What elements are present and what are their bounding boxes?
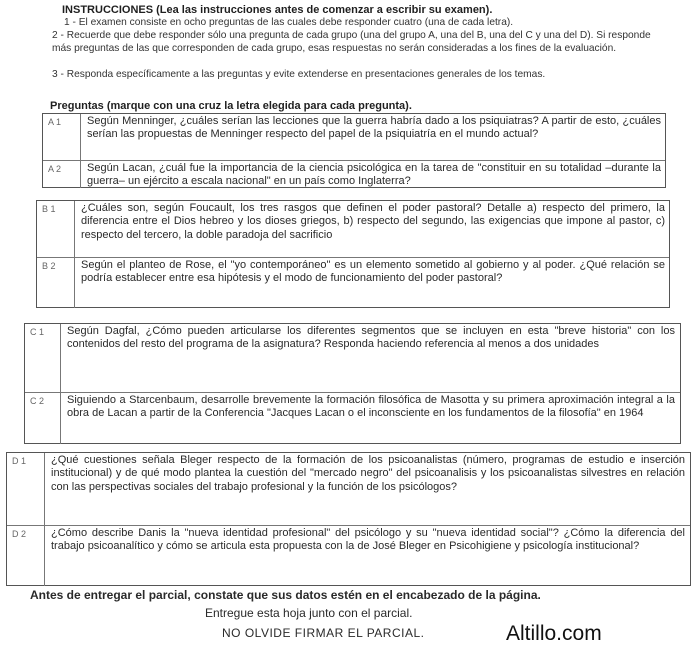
question-text: Según Lacan, ¿cuál fue la importancia de la ciencia psicológica en la tarea de "constituir en su totalidad –durante la guerra– un ejército a escala nacional" en un país como Inglaterra? — [87, 162, 661, 188]
footer-line-3: NO OLVIDE FIRMAR EL PARCIAL. — [222, 626, 425, 640]
instruction-item-1: 1 - El examen consiste en ocho preguntas de las cuales debe responder cuatro (una de cada letra). — [64, 17, 514, 28]
question-row — [7, 525, 690, 586]
question-id[interactable]: B 1 — [37, 201, 75, 257]
question-text: Según Dagfal, ¿Cómo pueden articularse los diferentes segmentos que se incluyen en esta "breve historia" con los contenidos del resto del programa de la asignatura? Responda haciendo referencia al menos a dos unidades — [67, 325, 675, 351]
question-row — [25, 392, 680, 444]
question-text: ¿Cuáles son, según Foucault, los tres rasgos que definen el poder pastoral? Detalle a) respecto del primero, la diferencia entre el Dios hebreo y los dioses griegos, b) respecto del segundo, las exigencias que impone al pastor, c) respecto del tercero, la doble paradoja del sacrificio — [81, 202, 665, 241]
question-row — [25, 324, 680, 392]
instructions-title: INSTRUCCIONES (Lea las instrucciones antes de comenzar a escribir su examen). — [62, 4, 493, 16]
question-text: ¿Cómo describe Danis la "nueva identidad profesional" del psicólogo y su "nueva identidad social"? ¿Cómo la diferencia del trabajo psicoanalítico y cómo se articula esta propuesta con la de José Bleger en Psicohigiene y psicología institucional? — [51, 527, 685, 553]
question-id[interactable]: C 2 — [25, 393, 61, 444]
question-row — [43, 114, 665, 160]
footer-line-2: Entregue esta hoja junto con el parcial. — [205, 606, 413, 620]
question-text: Según Menninger, ¿cuáles serían las lecciones que la guerra habría dado a los psiquiatras? A partir de esto, ¿cuáles serían las propuestas de Menninger respecto del papel de la psiquiatría en el mundo actual? — [87, 115, 661, 141]
question-group-b — [36, 200, 670, 308]
question-id[interactable]: A 2 — [43, 161, 81, 188]
question-row — [7, 453, 690, 525]
question-row — [37, 201, 669, 257]
question-row — [43, 160, 665, 188]
question-id[interactable]: C 1 — [25, 324, 61, 392]
instruction-item-3: 3 - Responda específicamente a las preguntas y evite extenderse en presentaciones generales de los temas. — [52, 69, 546, 80]
question-id[interactable]: D 1 — [7, 453, 45, 525]
instruction-item-2: 2 - Recuerde que debe responder sólo una pregunta de cada grupo (una del grupo A, una del B, una del C y una del D). Si responde más preguntas de las que corresponden de cada grupo, esas respuestas no serán consideradas a los fines de la evaluación. — [52, 30, 651, 54]
question-group-a — [42, 113, 666, 188]
brand-watermark: Altillo.com — [506, 622, 602, 645]
question-group-d — [6, 452, 691, 586]
question-row — [37, 257, 669, 308]
question-id[interactable]: D 2 — [7, 526, 45, 586]
question-text: ¿Qué cuestiones señala Bleger respecto de la formación de los psicoanalistas (número, programas de estudio e inserción institucional) y de qué modo plantea la cuestión del "mercado negro" del psicoanalisis y los psicoanalistas silvestres en relación con las perspectivas sociales del trabajo profesional y la función de los psicólogos? — [51, 454, 685, 493]
question-text: Según el planteo de Rose, el "yo contemporáneo" es un elemento sometido al gobierno y al poder. ¿Qué relación se podría establecer entre esa hipótesis y el modo de funcionamiento del poder pastoral? — [81, 259, 665, 285]
questions-heading: Preguntas (marque con una cruz la letra elegida para cada pregunta). — [50, 100, 412, 112]
question-id[interactable]: A 1 — [43, 114, 81, 160]
question-group-c — [24, 323, 681, 444]
question-id[interactable]: B 2 — [37, 258, 75, 308]
footer-line-1: Antes de entregar el parcial, constate que sus datos estén en el encabezado de la página. — [30, 588, 541, 602]
question-text: Siguiendo a Starcenbaum, desarrolle brevemente la formación filosófica de Masotta y su primera aproximación integral a la obra de Lacan a partir de la Conferencia "Jacques Lacan o el inconsciente en los fundamentos de la filosofía" en 1964 — [67, 394, 675, 420]
